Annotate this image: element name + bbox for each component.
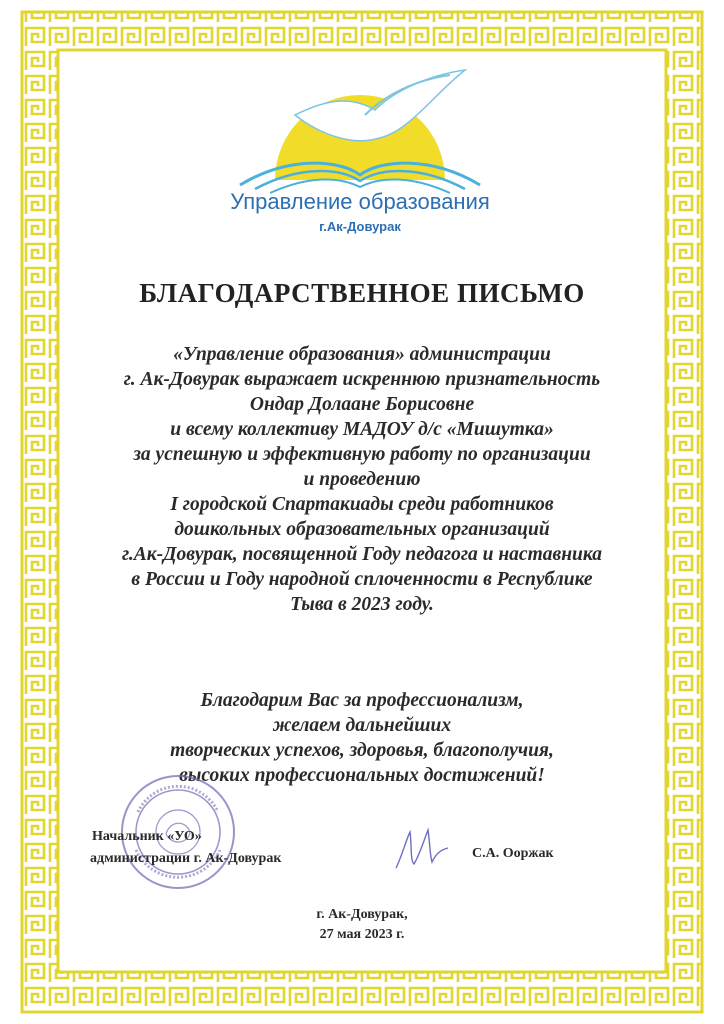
wish-line: творческих успехов, здоровья, благополучия,: [170, 740, 554, 761]
wish-line: желаем дальнейших: [272, 715, 452, 736]
position-line: администрации г. Ак-Довурак: [90, 851, 282, 866]
body-line: и всему коллективу МАДОУ д/с «Мишутка»: [170, 419, 554, 440]
logo-title: Управление образования: [230, 189, 490, 214]
body-line: «Управление образования» администрации: [173, 344, 551, 365]
date: 27 мая 2023 г.: [319, 927, 405, 942]
body-line: в России и Году народной сплоченности в Республике: [131, 569, 593, 590]
handwritten-signature: [388, 820, 458, 880]
body-line: и проведению: [303, 469, 421, 490]
body-line: за успешную и эффективную работу по организации: [133, 444, 591, 465]
signatory-position: [90, 826, 350, 870]
wish-line: Благодарим Вас за профессионализм,: [200, 690, 524, 711]
gratitude-body: [60, 342, 664, 617]
body-line: Тыва в 2023 году.: [290, 594, 434, 615]
body-line: г.Ак-Довурак, посвященной Году педагога и наставника: [121, 544, 603, 565]
place: г. Ак-Довурак,: [316, 907, 408, 922]
signatory-name: С.А. Ооржак: [472, 846, 554, 861]
wish-line: высоких профессиональных достижений!: [179, 765, 545, 786]
sun-dove-book-emblem: [200, 55, 520, 195]
recipient-name: Ондар Долаане Борисовне: [249, 394, 475, 415]
education-department-logo: [200, 55, 520, 255]
body-line: г. Ак-Довурак выражает искреннюю признательность: [123, 369, 601, 390]
position-line: Начальник «УО»: [92, 829, 202, 844]
body-line: дошкольных образовательных организаций: [174, 519, 550, 540]
body-line: I городской Спартакиады среди работников: [170, 494, 554, 515]
document-heading: БЛАГОДАРСТВЕННОЕ ПИСЬМО: [139, 278, 585, 308]
place-and-date: [230, 905, 494, 945]
logo-city: г.Ак-Довурак: [319, 219, 401, 234]
